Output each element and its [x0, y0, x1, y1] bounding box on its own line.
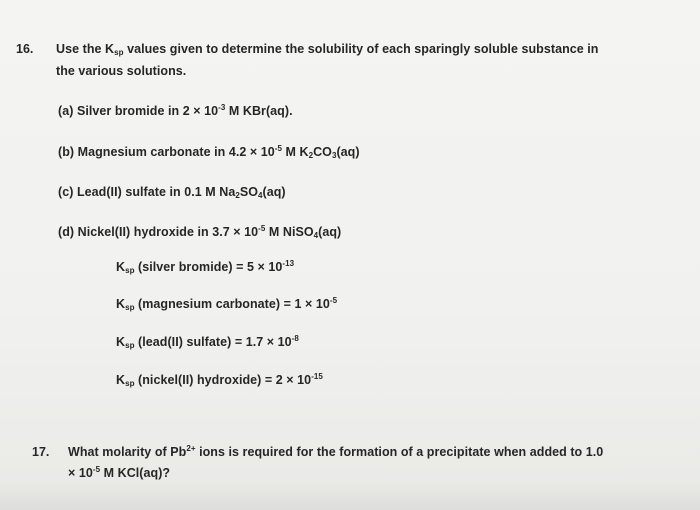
ksp-exp: -5	[329, 296, 338, 305]
part-b-exp: -5	[274, 144, 282, 153]
part-b-text-a: Magnesium carbonate in 4.2 × 10	[74, 145, 275, 159]
q17-line2-exp: -5	[92, 465, 101, 474]
part-d-text-b: M NiSO	[265, 225, 314, 239]
part-d-sub1: 4	[313, 231, 319, 240]
part-a-exp: -3	[218, 103, 226, 112]
question-17-line1	[68, 445, 603, 459]
ksp-silver-bromide	[116, 260, 294, 274]
part-d-exp: -5	[258, 224, 266, 233]
ksp-exp: -13	[282, 259, 295, 268]
q16-stem-text-a: Use the K	[56, 42, 115, 56]
q16-stem-text-b: values given to determine the solubility of each sparingly soluble substance in	[123, 42, 599, 56]
part-c-text-c: (aq)	[262, 185, 286, 199]
part-b-text-b: M K	[281, 145, 309, 159]
ksp-sub: sp	[125, 379, 135, 388]
ksp-text: (silver bromide) = 5 × 10	[134, 260, 283, 274]
part-d-text-c: (aq)	[318, 225, 342, 239]
ksp-text: (nickel(II) hydroxide) = 2 × 10	[134, 373, 312, 387]
question-16-part-b	[58, 145, 360, 159]
part-c-text-a: Lead(II) sulfate in 0.1 M Na	[73, 185, 236, 199]
q17-text-b: ions is required for the formation of a precipitate when added to 1.0	[195, 445, 604, 459]
part-a-label: (a)	[58, 104, 74, 118]
part-a-text-b: M KBr(aq).	[225, 104, 293, 118]
part-b-text-c: CO	[313, 145, 332, 159]
ksp-text: (magnesium carbonate) = 1 × 10	[134, 297, 330, 311]
question-16-part-d	[58, 225, 341, 239]
part-c-label: (c)	[58, 185, 74, 199]
part-b-text-d: (aq)	[336, 145, 360, 159]
question-17-number: 17.	[32, 445, 50, 459]
part-c-sub2: 4	[258, 191, 263, 200]
q16-stem-sub: sp	[114, 48, 124, 57]
question-16-part-c	[58, 185, 286, 199]
question-16-number: 16.	[16, 42, 34, 56]
photo-shadow	[0, 480, 700, 510]
ksp-sub: sp	[125, 341, 135, 350]
part-d-label: (d)	[58, 225, 75, 239]
ksp-exp: -15	[311, 372, 323, 381]
part-b-sub2: 3	[331, 151, 337, 160]
ksp-k: K	[116, 373, 126, 387]
question-17-line2	[68, 466, 170, 480]
part-d-text-a: Nickel(II) hydroxide in 3.7 × 10	[74, 225, 259, 239]
question-16-stem-line2: the various solutions.	[56, 64, 187, 78]
ksp-k: K	[116, 335, 126, 349]
part-c-sub1: 2	[235, 191, 240, 200]
ksp-exp: -8	[291, 334, 299, 343]
part-a-text-a: Silver bromide in 2 × 10	[73, 104, 219, 118]
ksp-lead-sulfate	[116, 335, 299, 349]
question-16-stem-line1	[56, 42, 599, 56]
ksp-text: (lead(II) sulfate) = 1.7 × 10	[134, 335, 292, 349]
q17-line2-a: × 10	[68, 466, 93, 480]
ksp-k: K	[116, 297, 126, 311]
q17-sup: 2+	[186, 444, 196, 453]
q17-text-a: What molarity of Pb	[68, 445, 187, 459]
question-16-part-a	[58, 104, 293, 118]
ksp-magnesium-carbonate	[116, 297, 337, 311]
part-c-text-b: SO	[239, 185, 259, 199]
ksp-nickel-hydroxide	[116, 373, 323, 387]
ksp-sub: sp	[125, 303, 135, 312]
part-b-label: (b)	[58, 145, 75, 159]
part-b-sub1: 2	[308, 151, 314, 160]
ksp-sub: sp	[125, 266, 135, 275]
ksp-k: K	[116, 260, 126, 274]
q17-line2-b: M KCl(aq)?	[100, 466, 171, 480]
